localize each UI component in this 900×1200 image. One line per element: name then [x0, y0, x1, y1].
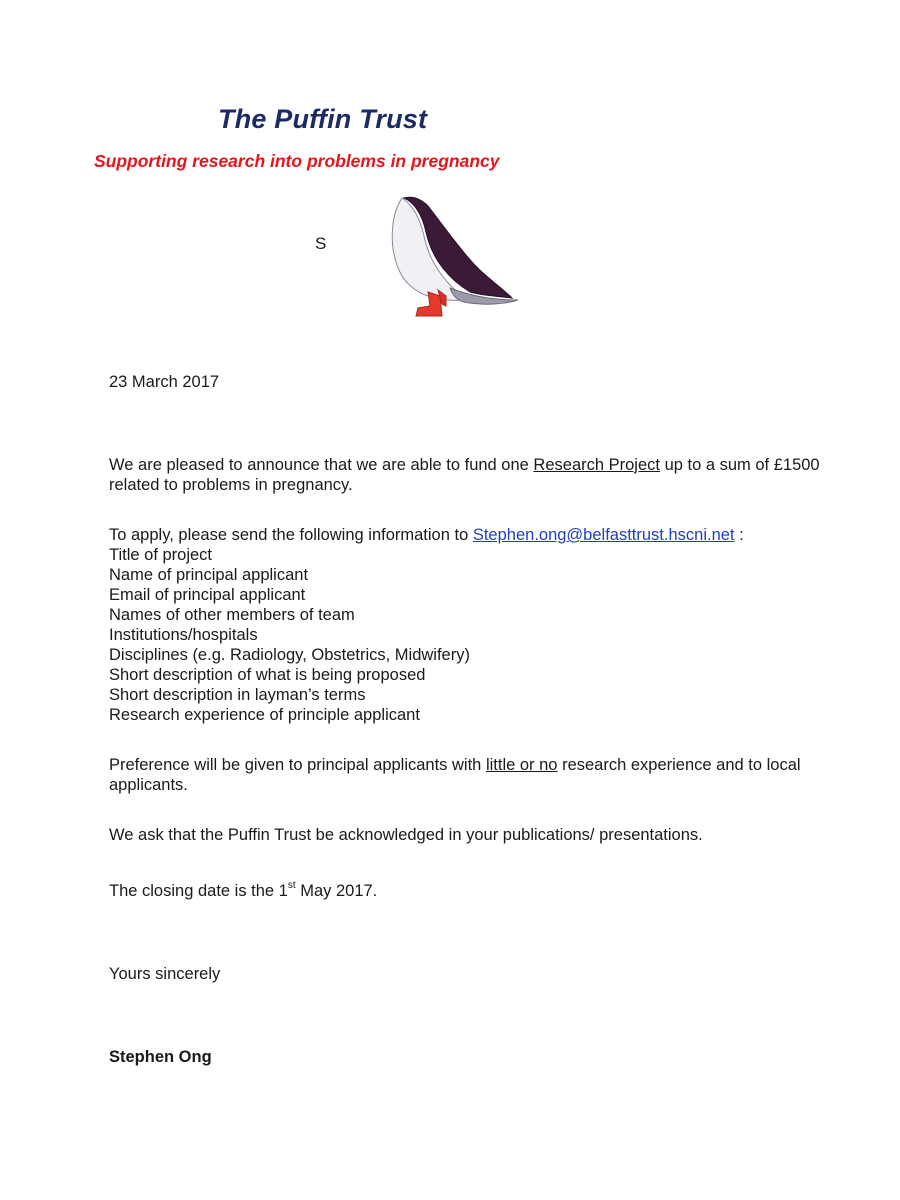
signature-name: Stephen Ong — [109, 1048, 212, 1066]
list-item: Disciplines (e.g. Radiology, Obstetrics, Midwifery) — [109, 646, 470, 664]
sign-off: Yours sincerely — [109, 965, 221, 983]
announcement-text-end: up to a sum of £1500 related to problems in pregnancy. — [109, 456, 820, 494]
ordinal-suffix: st — [287, 879, 296, 891]
application-intro-suffix: : — [734, 526, 744, 544]
list-item: Research experience of principle applicant — [109, 706, 420, 724]
list-item: Title of project — [109, 546, 213, 564]
little-or-no-highlight: little or no — [485, 756, 558, 774]
preference-text-start: Preference will be given to principal applicants with — [109, 756, 486, 774]
list-item: Names of other members of team — [109, 606, 355, 624]
list-item: Institutions/hospitals — [109, 626, 258, 644]
application-section — [109, 525, 849, 725]
letter-date: 23 March 2017 — [109, 373, 220, 391]
announcement-text-start: We are pleased to announce that we are able to fund one — [109, 456, 534, 474]
acknowledgement-paragraph: We ask that the Puffin Trust be acknowledged in your publications/ presentations. — [109, 826, 703, 844]
closing-date-paragraph — [109, 881, 377, 901]
application-intro — [109, 525, 849, 545]
required-information-list — [109, 545, 849, 725]
list-item: Name of principal applicant — [109, 566, 309, 584]
closing-text-end: May 2017. — [295, 882, 378, 900]
list-item: Short description in layman’s terms — [109, 686, 366, 704]
research-project-highlight: Research Project — [533, 456, 660, 474]
list-item: Email of principal applicant — [109, 586, 306, 604]
puffin-icon — [380, 196, 525, 321]
closing-text-start: The closing date is the 1 — [109, 882, 288, 900]
preference-text-end: research experience and to local applicants. — [109, 756, 801, 794]
puffin-leg-left — [416, 292, 442, 316]
list-item: Short description of what is being proposed — [109, 666, 426, 684]
org-tagline: Supporting research into problems in pregnancy — [94, 151, 500, 171]
application-intro-text: To apply, please send the following information to — [109, 526, 473, 544]
preference-paragraph — [109, 755, 849, 795]
announcement-paragraph — [109, 455, 849, 495]
org-title: The Puffin Trust — [218, 104, 428, 134]
stray-letter: S — [315, 234, 327, 253]
contact-email-link[interactable]: Stephen.ong@belfasttrust.hscni.net — [472, 526, 735, 544]
